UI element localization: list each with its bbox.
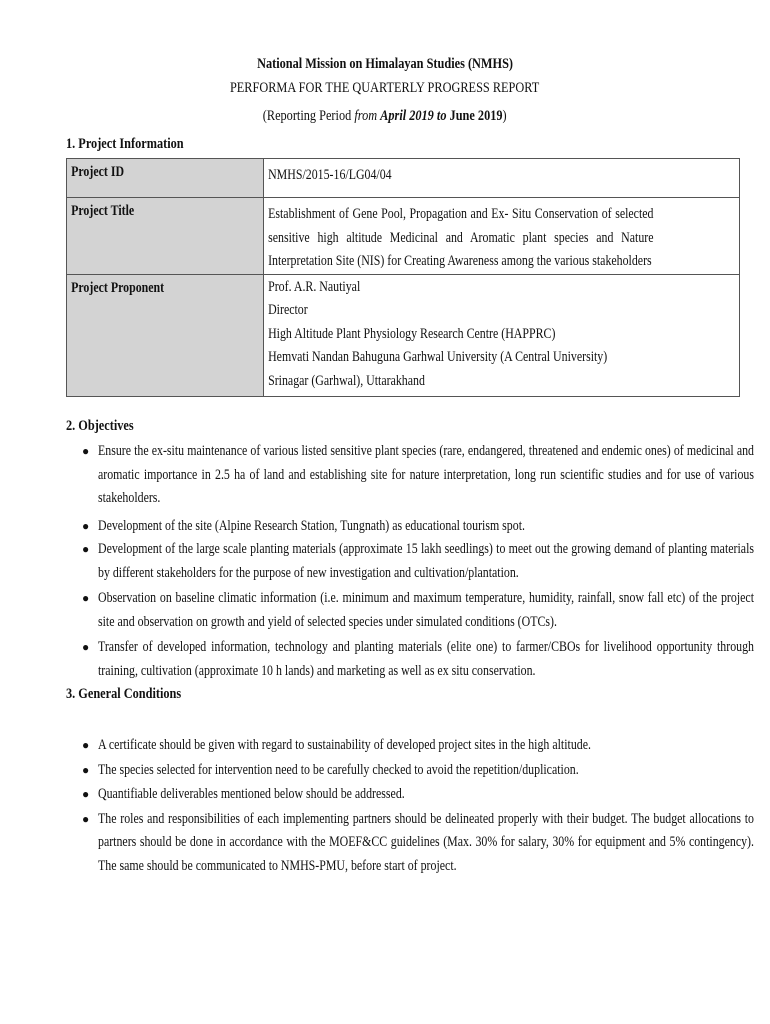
document-title: National Mission on Himalayan Studies (NMHS) [257, 56, 513, 72]
row-value: NMHS/2015-16/LG04/04 [264, 159, 740, 198]
list-item: ● Development of the large scale planting materials (approximate 15 lakh seedlings) to meet out the growing demand of planting materials by different stakeholders for the purpose of new investigation and cultivation/plantation. [82, 538, 742, 585]
table-row [67, 274, 740, 396]
row-label: Project Proponent [67, 274, 264, 396]
section-heading-objectives: 2. Objectives [66, 418, 134, 434]
period-to-word: to [437, 108, 447, 124]
bullet-icon: ● [82, 591, 90, 605]
bullet-icon: ● [82, 762, 90, 777]
period-start: April 2019 [380, 108, 435, 124]
list-item: ● Ensure the ex-situ maintenance of various listed sensitive plant species (rare, endangered, threatened and endemic ones) of medicinal and aromatic importance in 2.5 ha of land and establishing site for nature interpretation, long run scientific studies and for use of various stakeholders. [82, 440, 742, 511]
objectives-list [82, 440, 754, 683]
table-row [67, 198, 740, 275]
list-item: ● A certificate should be given with regard to sustainability of developed project sites in the high altitude. [82, 734, 742, 758]
bullet-icon: ● [82, 811, 90, 826]
bullet-icon: ● [82, 787, 90, 801]
reporting-period: (Reporting Period from April 2019 to June 2019) [263, 108, 507, 124]
bullet-icon: ● [82, 738, 90, 752]
period-from-word: from [354, 108, 378, 124]
row-value: Prof. A.R. Nautiyal Director High Altitude Plant Physiology Research Centre (HAPPRC) Hemvati Nandan Bahuguna Garhwal University (A Central University) Srinagar (Garhwal), Uttarakhand [264, 274, 740, 396]
bullet-icon: ● [82, 444, 90, 458]
project-information-table [66, 158, 740, 397]
list-item: ● The roles and responsibilities of each implementing partners should be delineated properly with their budget. The budget allocations to partners should be done in accordance with the MOEF&CC guidelines (Max. 30% for salary, 30% for equipment and 5% contingency). The same should be communicated to NMHS-PMU, before start of project. [82, 808, 742, 879]
period-end: June 2019 [449, 108, 503, 124]
document-subtitle: PERFORMA FOR THE QUARTERLY PROGRESS REPORT [230, 80, 540, 96]
row-label: Project Title [67, 198, 264, 275]
row-label: Project ID [67, 159, 264, 198]
list-item: ● Transfer of developed information, technology and planting materials (elite one) to farmer/CBOs for livelihood opportunity through training, cultivation (approximate 10 h lands) and marketing as well as ex situ conservation. [82, 636, 742, 683]
table-row [67, 159, 740, 198]
list-item: ● Observation on baseline climatic information (i.e. minimum and maximum temperature, humidity, rainfall, snow fall etc) of the project site and observation on growth and yield of selected species under simulated conditions (OTCs). [82, 587, 742, 634]
bullet-icon: ● [82, 542, 90, 556]
bullet-icon: ● [82, 518, 90, 533]
section-heading-project-information: 1. Project Information [66, 136, 184, 152]
list-item: ● Development of the site (Alpine Research Station, Tungnath) as educational tourism spot. [82, 515, 742, 539]
section-heading-general-conditions: 3. General Conditions [66, 686, 182, 702]
general-conditions-list [82, 734, 754, 878]
row-value: Establishment of Gene Pool, Propagation and Ex- Situ Conservation of selected sensitive high altitude Medicinal and Aromatic plant species and Nature Interpretation Site (NIS) for Creating Awareness among the various stakeholders [264, 198, 740, 275]
bullet-icon: ● [82, 640, 90, 654]
list-item: ● The species selected for intervention need to be carefully checked to avoid the repetition/duplication. [82, 759, 742, 783]
list-item: ● Quantifiable deliverables mentioned below should be addressed. [82, 783, 742, 807]
